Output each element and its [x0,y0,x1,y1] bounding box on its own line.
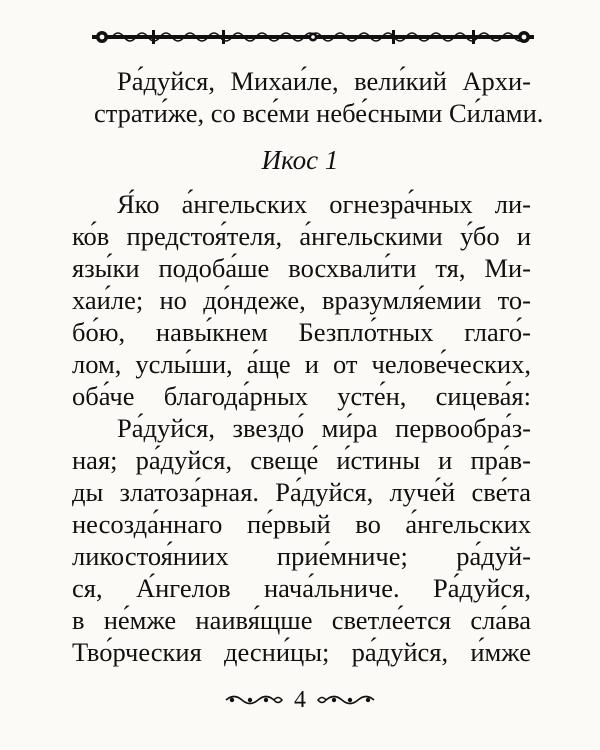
text-line: Тво́рческия десни́цы; ра́дуйся, и́мже [72,637,531,667]
section-heading: Икос 1 [261,145,339,175]
top-ornament-icon [92,28,534,46]
text-line: язы́ки подоба́ше восхвали́ти тя, Ми- [72,253,531,283]
text-line: бо́ю, навы́кнем Безпло́тных глаго́- [72,317,531,347]
text-line: ная; ра́дуйся, свеще́ и́стины и пра́в- [72,445,531,475]
text-line: в не́мже наивя́щше светле́ется сла́ва [72,605,531,635]
page-footer [0,686,600,716]
text-line: Ра́дуйся, Михаи́ле, вели́кий Архи- [117,66,531,96]
text-line: Ра́дуйся, звездо́ ми́ра первообра́з- [117,413,531,443]
text-line: оба́че благода́рных усте́н, сицева́я: [72,381,531,411]
text-line: ко́в предстоя́теля, а́нгельскими у́бо и [72,221,531,251]
page-number: 4 [294,687,306,713]
text-line: ся, А́нгелов нача́льниче. Ра́дуйся, [72,573,531,603]
text-line: ды златоза́рная. Ра́дуйся, луче́й све́та [72,477,531,507]
text-line: страти́же, со все́ми небе́сными Си́лами. [94,98,544,128]
text-line: несозда́ннаго пе́рвый во а́нгельских [72,509,531,539]
text-line: Я́ко а́нгельских огнезра́чных ли- [117,189,531,219]
text-line: лом, услы́ши, а́ще и от челове́ческих, [72,349,531,379]
footer-ornament-right-icon [316,692,376,708]
text-line: ликостоя́ниих прие́мниче; ра́дуй- [72,541,531,571]
text-line: хаи́ле; но до́ндеже, вразумля́емии то- [72,285,531,315]
